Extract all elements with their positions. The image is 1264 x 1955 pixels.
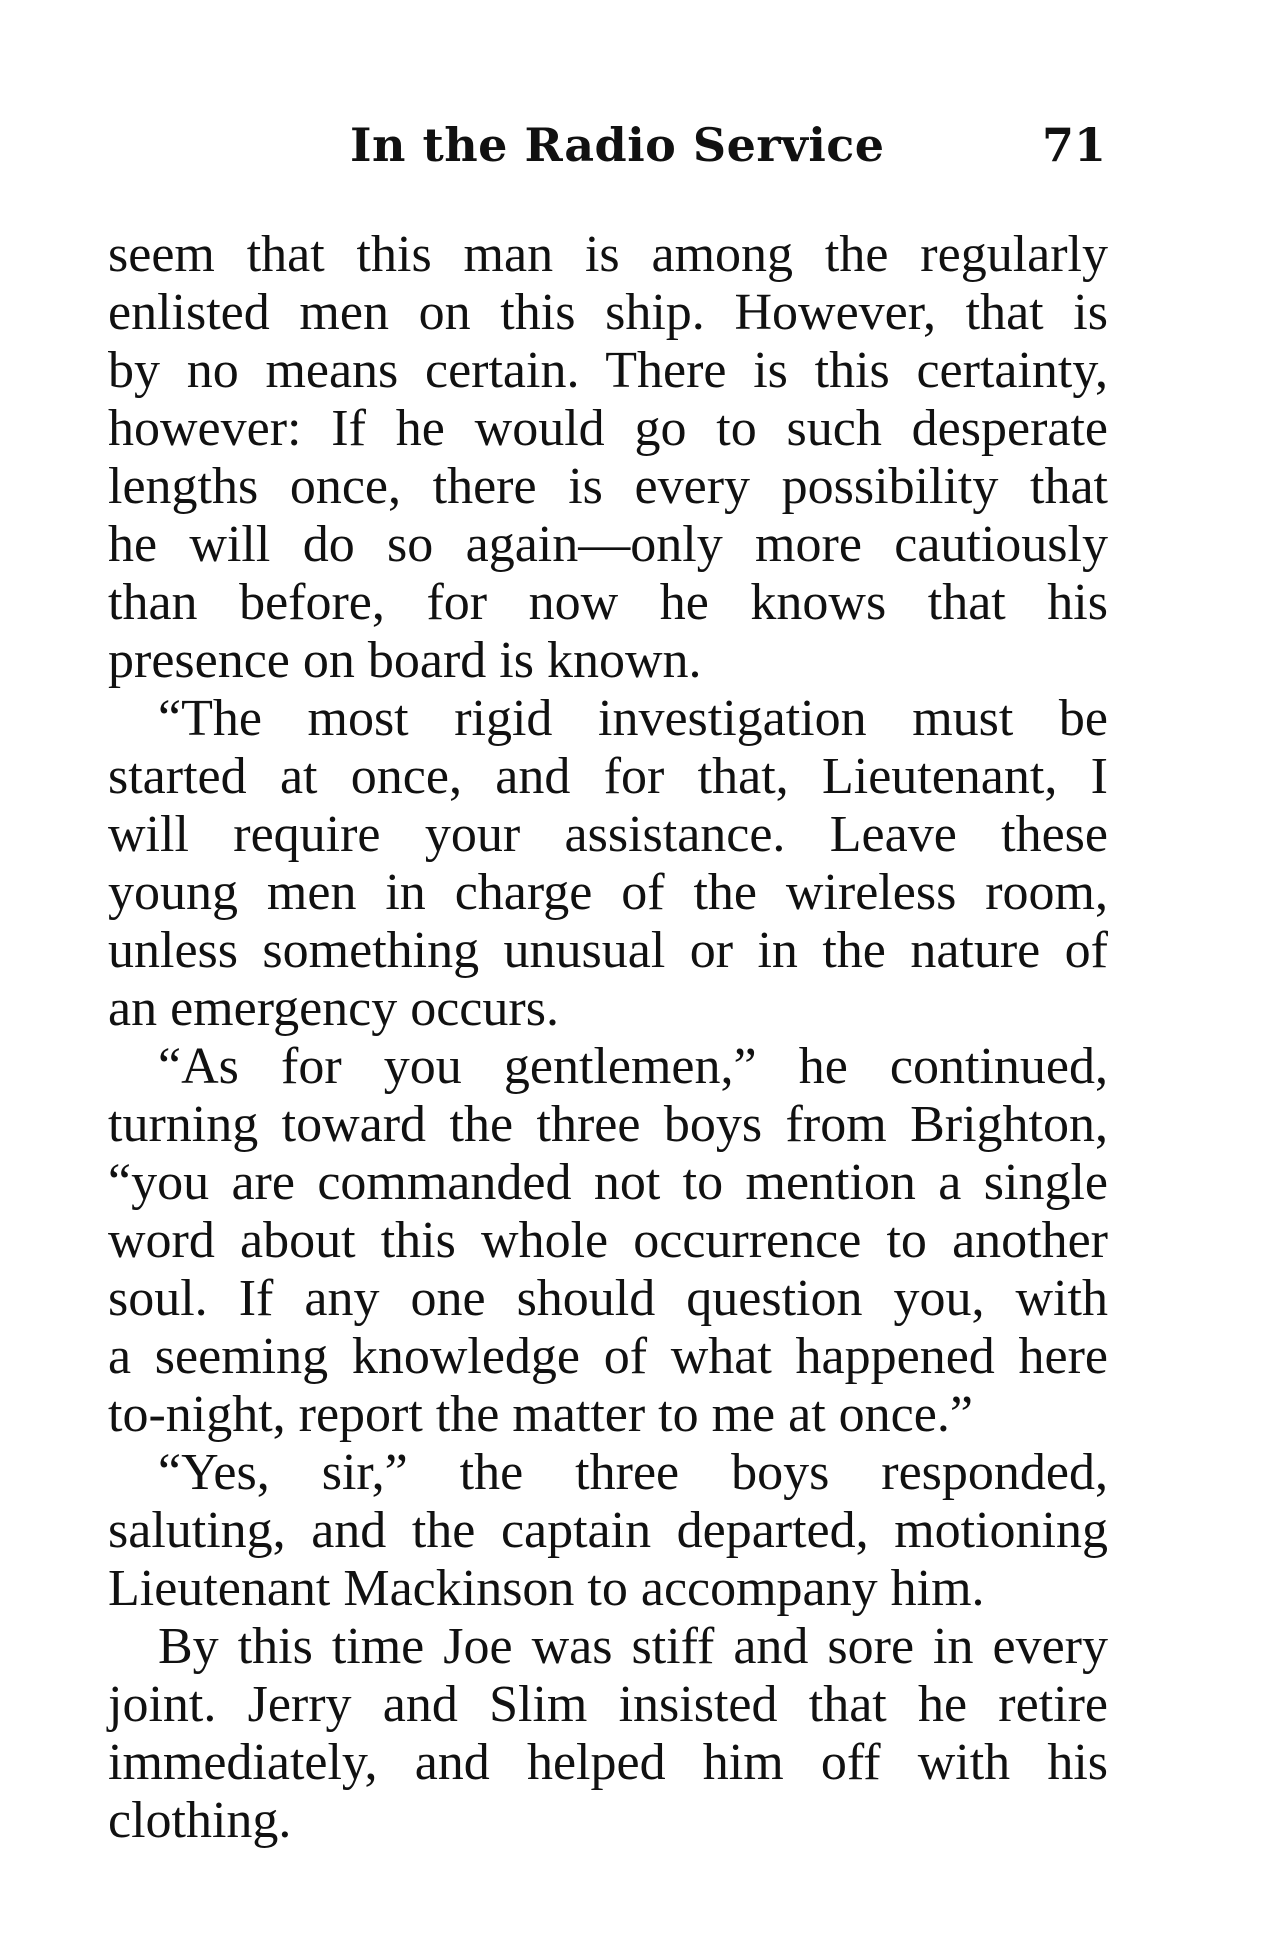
text-line: he will do so again—only more cautiously: [108, 516, 1108, 573]
paragraph: [108, 1444, 1108, 1618]
text-line: By this time Joe was stiff and sore in every: [158, 1618, 1108, 1675]
text-line: by no means certain. There is this certainty,: [108, 342, 1108, 399]
paragraph: [108, 690, 1108, 1038]
text-line: an emergency occurs.: [108, 980, 559, 1037]
text-line: presence on board is known.: [108, 632, 702, 689]
text-line: clothing.: [108, 1792, 292, 1849]
text-line: turning toward the three boys from Brighton,: [108, 1096, 1108, 1153]
body-text: [108, 226, 1108, 1850]
text-line: however: If he would go to such desperate: [108, 400, 1108, 457]
text-line: immediately, and helped him off with his: [108, 1734, 1108, 1791]
paragraph: [108, 1038, 1108, 1444]
text-line: joint. Jerry and Slim insisted that he retire: [108, 1676, 1108, 1733]
text-line: started at once, and for that, Lieutenant, I: [108, 748, 1108, 805]
text-line: lengths once, there is every possibility that: [108, 458, 1108, 515]
paragraph: [108, 1618, 1108, 1850]
text-line: unless something unusual or in the nature of: [108, 922, 1108, 979]
text-line: saluting, and the captain departed, motioning: [108, 1502, 1108, 1559]
text-line: Lieutenant Mackinson to accompany him.: [108, 1560, 985, 1617]
text-line: enlisted men on this ship. However, that is: [108, 284, 1108, 341]
text-line: word about this whole occurrence to another: [108, 1212, 1108, 1269]
text-line: to-night, report the matter to me at once.”: [108, 1386, 973, 1443]
text-line: “The most rigid investigation must be: [158, 690, 1108, 747]
text-line: young men in charge of the wireless room,: [108, 864, 1108, 921]
text-line: “Yes, sir,” the three boys responded,: [158, 1444, 1108, 1501]
text-line: will require your assistance. Leave these: [108, 806, 1108, 863]
text-line: soul. If any one should question you, with: [108, 1270, 1108, 1327]
text-line: “you are commanded not to mention a single: [108, 1154, 1108, 1211]
running-head: [0, 118, 1264, 178]
text-line: than before, for now he knows that his: [108, 574, 1108, 631]
text-line: seem that this man is among the regularly: [108, 226, 1108, 283]
text-line: “As for you gentlemen,” he continued,: [158, 1038, 1108, 1095]
paragraph: [108, 226, 1108, 690]
text-line: a seeming knowledge of what happened here: [108, 1328, 1108, 1385]
running-title: In the Radio Service: [350, 118, 885, 172]
page-number: 71: [1042, 118, 1107, 172]
